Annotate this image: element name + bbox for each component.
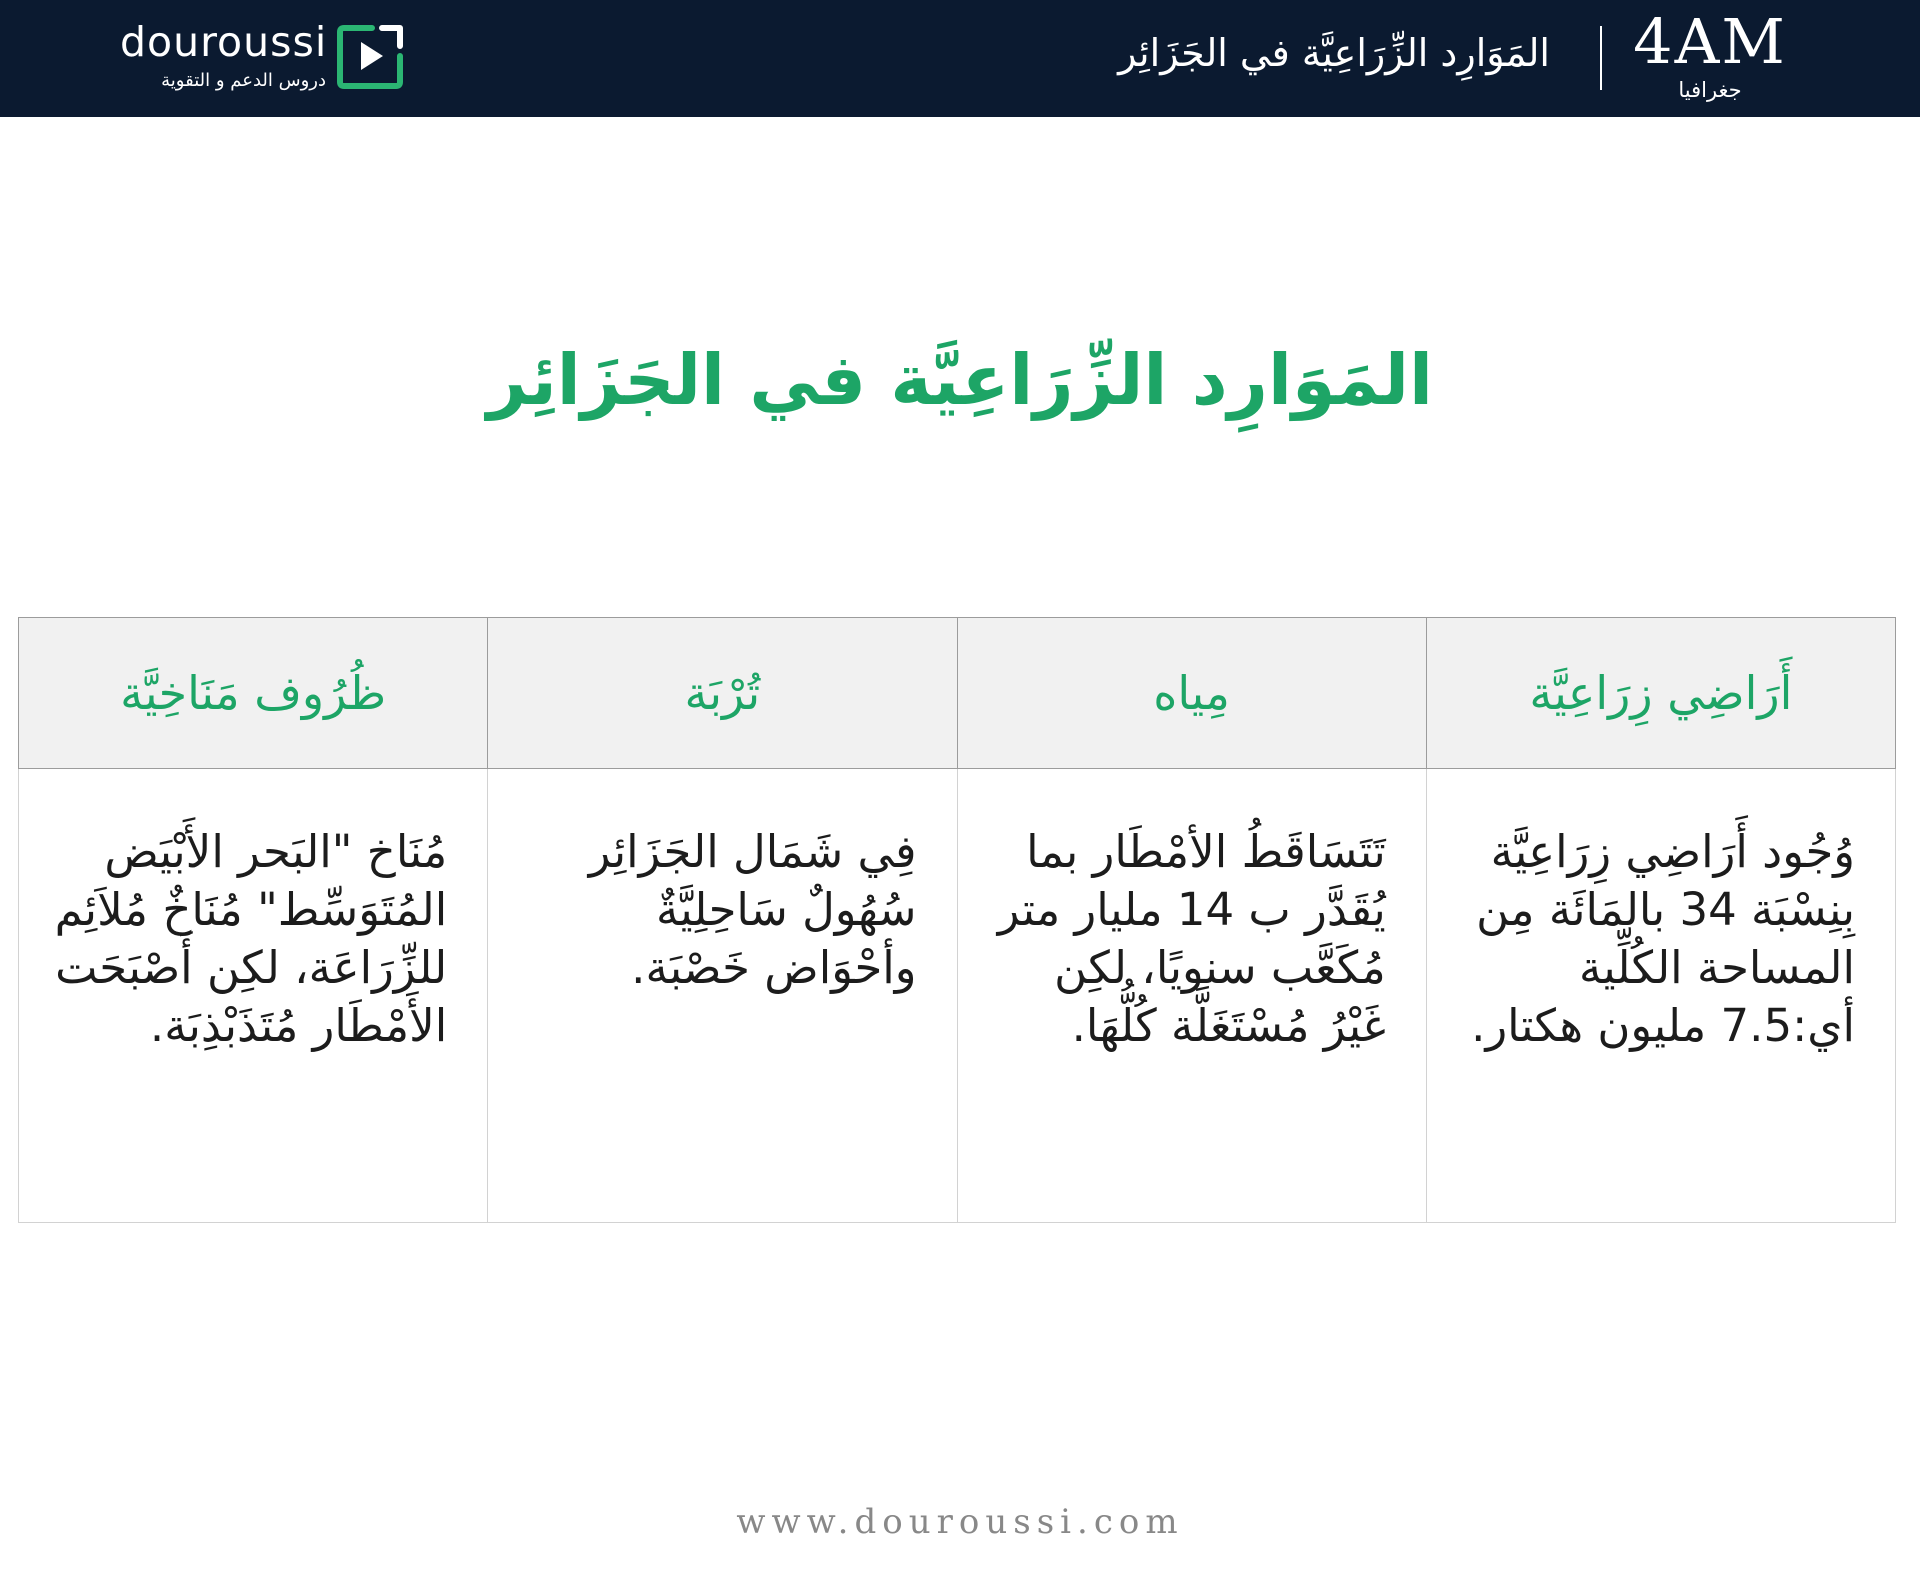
column-header-agricultural-land: أَرَاضِي زِرَاعِيَّة	[1426, 618, 1895, 769]
agricultural-resources-table	[18, 617, 1896, 1223]
header-bar	[0, 0, 1920, 117]
table-cell-soil	[488, 769, 957, 1223]
brand-tagline: دروس الدعم و التقوية	[161, 70, 326, 91]
table-cell-climate	[19, 769, 488, 1223]
cell-text: فِي شَمَال الجَزَائِر سُهُولٌ سَاحِلِيَّةٌ وأحْوَاض خَصْبَة.	[588, 825, 917, 994]
cell-text: وُجُود أَرَاضِي زِرَاعِيَّة بِنِسْبَة 34 بالمَائَة مِن المساحة الكُلِّية أي:7.5 مليون هكتار.	[1471, 825, 1855, 1052]
column-header-water: مِياه	[957, 618, 1426, 769]
page-title: المَوَارِد الزِّرَاعِيَّة في الجَزَائِر	[486, 339, 1434, 421]
table-cell-water	[957, 769, 1426, 1223]
grade-badge: 4AM	[1633, 5, 1787, 78]
brand-name: douroussi	[120, 18, 328, 66]
footer-website-link[interactable]: www.douroussi.com	[736, 1502, 1184, 1542]
table-cell-agricultural-land	[1426, 769, 1895, 1223]
header-divider	[1600, 26, 1602, 90]
subject-label: جغرافيا	[1678, 78, 1742, 102]
header-title: المَوَارِد الزِّرَاعِيَّة في الجَزَائِر	[1118, 31, 1550, 75]
column-header-soil: تُرْبَة	[488, 618, 957, 769]
table-row	[19, 769, 1896, 1223]
column-header-climate: ظُرُوف مَنَاخِيَّة	[19, 618, 488, 769]
play-icon	[336, 22, 406, 92]
cell-text: مُنَاخ "البَحر الأَبْيَض المُتَوَسِّط" مُنَاخٌ مُلاَئِم للزِّرَاعَة، لكِن أَصْبَحَت الأَمْطَار مُتَذَبْذِبَة.	[54, 825, 448, 1052]
cell-text: تَتَسَاقَطُ الأمْطَار بما يُقَدَّر ب 14 مليار متر مُكَعَّب سنويًا، لكِن غَيْرُ مُسْتَغَلَّة كُلُّهَا.	[997, 825, 1386, 1052]
brand-logo-block[interactable]	[120, 14, 410, 106]
table-header-row	[19, 618, 1896, 769]
